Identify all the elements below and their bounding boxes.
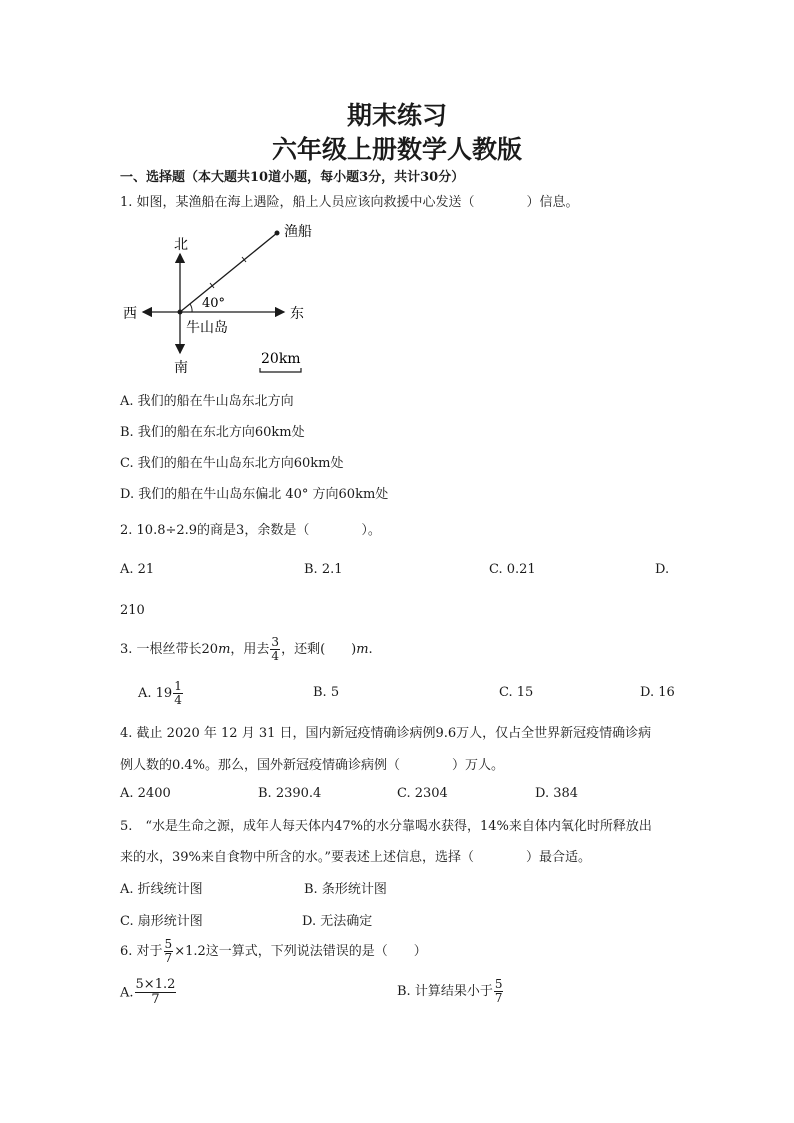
west-label: 西 (123, 306, 137, 322)
question-4-line1: 4. 截止 2020 年 12 月 31 日，国内新冠疫情确诊病例9.6万人，仅占全世界新冠疫情确诊病 (120, 726, 652, 741)
q2-option-c: C. 0.21 (489, 562, 536, 577)
q4-option-b: B. 2390.4 (258, 786, 322, 801)
angle-label: 40° (202, 296, 226, 311)
q5-option-a: A. 折线统计图 (120, 882, 203, 897)
q3-option-d: D. 16 (640, 685, 675, 700)
q5-option-b: B. 条形统计图 (304, 882, 387, 897)
fraction: $\frac{5}{7}$ (494, 977, 503, 1006)
question-5-line2: 来的水，39%来自食物中所含的水。”要表述上述信息，选择（ ）最合适。 (120, 850, 592, 865)
question-2-stem: 2. 10.8÷2.9的商是3，余数是（ ）。 (120, 523, 381, 538)
q3-option-c: C. 15 (499, 685, 534, 700)
section-heading: 一、选择题（本大题共10道小题，每小题3分，共计30分） (120, 170, 465, 185)
q6-option-b: B. 计算结果小于 $\frac{5}{7}$ (397, 977, 503, 1006)
north-label: 北 (174, 237, 188, 253)
scale-bar (260, 368, 301, 372)
q2-option-d: D. (655, 562, 670, 577)
angle-arc (190, 304, 192, 312)
q4-option-d: D. 384 (535, 786, 579, 801)
page-title: 期末练习 (346, 101, 447, 130)
ship-dot (275, 231, 280, 236)
ship-label: 渔船 (284, 224, 312, 240)
fraction: $\frac{5\times 1.2}{7}$ (135, 977, 176, 1008)
q2-option-a: A. 21 (120, 562, 155, 577)
fraction: $\frac{5}{7}$ (164, 937, 173, 966)
q4-option-c: C. 2304 (397, 786, 448, 801)
q2-option-b: B. 2.1 (304, 562, 343, 577)
question-4-line2: 例人数的0.4%。那么，国外新冠疫情确诊病例（ ）万人。 (120, 758, 505, 773)
question-1-stem: 1. 如图，某渔船在海上遇险，船上人员应该向救援中心发送（ ）信息。 (120, 195, 579, 210)
q1-option-b: B. 我们的船在东北方向60km处 (120, 425, 305, 440)
island-dot (178, 310, 183, 315)
q4-option-a: A. 2400 (120, 786, 171, 801)
q1-option-a: A. 我们的船在牛山岛东北方向 (120, 394, 294, 409)
question-6-stem: 6. 对于 $\frac{5}{7}$ ×1.2这一算式，下列说法错误的是（ ） (120, 937, 427, 966)
q1-option-c: C. 我们的船在牛山岛东北方向60km处 (120, 456, 344, 471)
q3-option-a: A. 19 $\frac{1}{4}$ (138, 679, 182, 708)
q2-option-d-value: 210 (120, 603, 145, 618)
q1-option-d: D. 我们的船在牛山岛东偏北 40° 方向60km处 (120, 487, 389, 502)
scale-label: 20km (261, 351, 301, 367)
fraction: $\frac{3}{4}$ (271, 635, 280, 664)
east-label: 东 (290, 306, 304, 322)
compass-diagram (110, 218, 340, 378)
question-5-line1: 5. “水是生命之源，成年人每天体内47%的水分靠喝水获得，14%来自体内氧化时所释放出 (120, 819, 652, 834)
south-label: 南 (174, 360, 188, 376)
q6-option-a: A. $\frac{5\times 1.2}{7}$ (120, 977, 176, 1008)
ship-direction-line (180, 233, 277, 312)
page-subtitle: 六年级上册数学人教版 (271, 135, 522, 164)
question-3-stem: 3. 一根丝带长20m，用去 $\frac{3}{4}$ ，还剩( )m. (120, 635, 373, 664)
fraction: $\frac{1}{4}$ (174, 679, 182, 708)
q5-option-d: D. 无法确定 (302, 914, 373, 929)
q5-option-c: C. 扇形统计图 (120, 914, 203, 929)
island-label: 牛山岛 (186, 320, 228, 336)
q3-option-b: B. 5 (313, 685, 340, 700)
